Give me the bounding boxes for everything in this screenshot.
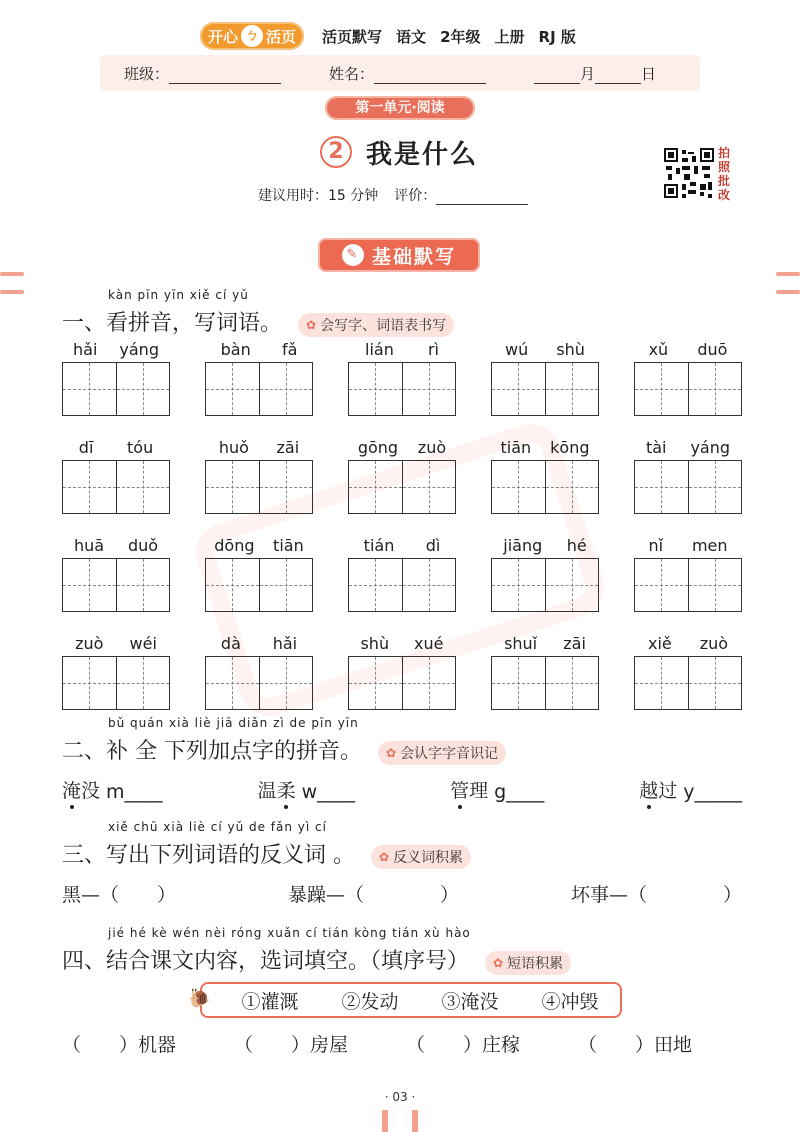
q4-option: ③淹没 (441, 990, 499, 1013)
writing-box[interactable] (63, 461, 116, 513)
writing-boxes (491, 460, 599, 514)
syllable: xiě (647, 634, 672, 653)
writing-box[interactable] (688, 461, 742, 513)
q2-item[interactable] (62, 776, 163, 803)
writing-box[interactable] (349, 559, 402, 611)
word-cell (491, 438, 599, 514)
writing-boxes (491, 362, 599, 416)
writing-boxes (62, 656, 170, 710)
word-pinyin (634, 536, 742, 558)
writing-boxes (634, 362, 742, 416)
section-badge (318, 238, 480, 272)
day-field[interactable] (595, 66, 641, 84)
word-pinyin (634, 438, 742, 460)
q4-title: 四、结合课文内容，选词填空。（填序号） (62, 949, 470, 974)
word-cell (634, 536, 742, 612)
sparkle-icon: ✿ (493, 956, 504, 970)
name-field[interactable] (374, 66, 486, 84)
word-cell (348, 340, 456, 416)
writing-box[interactable] (259, 363, 313, 415)
word-pinyin (205, 340, 313, 362)
word-pinyin (62, 634, 170, 656)
answer-blank[interactable]: y_____ (683, 781, 742, 803)
writing-box[interactable] (635, 657, 688, 709)
word-pinyin (348, 536, 456, 558)
word-pinyin (491, 634, 599, 656)
q3-item[interactable]: 黑—（ ） (62, 884, 177, 906)
sparkle-icon: ✿ (306, 318, 317, 332)
writing-boxes (62, 558, 170, 612)
sparkle-icon: ✿ (379, 850, 390, 864)
syllable: hé (566, 536, 587, 555)
syllable: shuǐ (504, 634, 538, 653)
header (200, 20, 610, 52)
word-pinyin (62, 340, 170, 362)
writing-box[interactable] (63, 559, 116, 611)
logo-left-text: 开心 (208, 27, 239, 46)
word-cell (634, 438, 742, 514)
word-cell (634, 634, 742, 710)
subject: 语文 (396, 27, 427, 46)
grid-row (62, 536, 742, 612)
writing-box[interactable] (492, 363, 545, 415)
writing-box[interactable] (63, 363, 116, 415)
writing-box[interactable] (492, 657, 545, 709)
page-number: · 03 · (384, 1090, 416, 1104)
syllable: duǒ (127, 536, 159, 555)
syllable: hǎi (272, 634, 298, 653)
writing-box[interactable] (402, 461, 456, 513)
syllable: yáng (119, 340, 159, 359)
writing-box[interactable] (259, 461, 313, 513)
syllable: lián (365, 340, 394, 359)
writing-box[interactable] (116, 363, 170, 415)
q1-tag-label: 会写字、词语表书写 (320, 318, 447, 334)
lesson-title-text: 我是什么 (366, 139, 479, 170)
q4-options-box (188, 982, 622, 1018)
word-cell (62, 340, 170, 416)
volume: 上册 (494, 27, 525, 46)
writing-box[interactable] (545, 363, 599, 415)
writing-box[interactable] (402, 657, 456, 709)
word-cell (491, 634, 599, 710)
syllable: dà (220, 634, 241, 653)
writing-box[interactable] (402, 559, 456, 611)
syllable: tiān (500, 438, 532, 457)
q2-item[interactable] (450, 776, 544, 803)
word-pinyin (62, 438, 170, 460)
writing-box[interactable] (545, 559, 599, 611)
writing-boxes (205, 656, 313, 710)
syllable: kōng (550, 438, 590, 457)
name-label: 姓名： (329, 64, 375, 83)
q3-item[interactable]: 坏事—（ ） (570, 884, 742, 906)
writing-boxes (205, 460, 313, 514)
q3-tag (371, 845, 471, 869)
syllable: xǔ (648, 340, 669, 359)
word-cell (634, 340, 742, 416)
word-pinyin (634, 634, 742, 656)
writing-box[interactable] (688, 657, 742, 709)
word-char: 温 (257, 780, 277, 802)
writing-boxes (634, 558, 742, 612)
word-cell (491, 536, 599, 612)
syllable: nǐ (648, 536, 664, 555)
syllable: hǎi (73, 340, 98, 359)
syllable: fǎ (281, 340, 298, 359)
word-pinyin (205, 438, 313, 460)
edition: RJ 版 (538, 27, 576, 46)
month-field[interactable] (534, 66, 580, 84)
q2-pinyin: bǔ quán xià liè jiā diǎn zì de pīn yīn (108, 716, 359, 730)
writing-boxes (491, 656, 599, 710)
writing-box[interactable] (492, 461, 545, 513)
sparkle-icon: ✿ (386, 746, 397, 760)
writing-box[interactable] (349, 461, 402, 513)
word-cell (491, 340, 599, 416)
writing-boxes (491, 558, 599, 612)
suggest-time: 建议用时：15 分钟 (258, 188, 379, 204)
writing-boxes (348, 362, 456, 416)
q1-tag (298, 313, 454, 337)
answer-blank[interactable]: g____ (494, 781, 545, 803)
syllable: tián (363, 536, 395, 555)
writing-boxes (634, 460, 742, 514)
pen-icon: ✎ (342, 244, 364, 266)
syllable: wú (505, 340, 529, 359)
syllable: yáng (690, 438, 731, 457)
question-2-header (62, 716, 506, 765)
writing-boxes (205, 362, 313, 416)
q2-tag (378, 741, 506, 765)
word-char: 没 (81, 780, 101, 802)
answer-blank[interactable]: m____ (106, 781, 163, 803)
writing-box[interactable] (206, 363, 259, 415)
q3-pinyin: xiě chū xià liè cí yǔ de fǎn yì cí (108, 820, 327, 834)
word-cell (62, 634, 170, 710)
syllable: zuò (75, 634, 104, 653)
writing-boxes (62, 460, 170, 514)
writing-box[interactable] (492, 559, 545, 611)
dotted-char: 越 (639, 776, 658, 803)
syllable: zāi (563, 634, 586, 653)
answer-blank[interactable]: w____ (301, 781, 356, 803)
syllable: huā (73, 536, 105, 555)
q2-title: 二、补 全 下列加点字的拼音。 (62, 739, 362, 764)
class-field[interactable] (169, 66, 281, 84)
syllable: tiān (273, 536, 304, 555)
q4-item[interactable]: （ ）田地 (577, 1034, 692, 1056)
section-badge-label: 基础默写 (371, 245, 456, 268)
q4-items (62, 1030, 692, 1057)
writing-boxes (348, 558, 456, 612)
writing-boxes (348, 656, 456, 710)
q2-tag-label: 会认字字音识记 (400, 746, 499, 762)
syllable: shù (556, 340, 585, 359)
writing-box[interactable] (545, 657, 599, 709)
word-pinyin (491, 536, 599, 558)
syllable: rì (427, 340, 439, 359)
word-pinyin (348, 634, 456, 656)
writing-box[interactable] (349, 657, 402, 709)
syllable: zuò (699, 634, 729, 653)
unit-badge: 第一单元·阅读 (325, 96, 475, 120)
class-label: 班级： (124, 64, 170, 83)
writing-box[interactable] (635, 461, 688, 513)
bottom-decoration (382, 1110, 418, 1132)
q1-pinyin: kàn pīn yīn xiě cí yǔ (108, 288, 249, 302)
qr-code-icon[interactable] (664, 148, 714, 198)
q3-item[interactable]: 暴躁—（ ） (287, 884, 459, 906)
writing-grid (62, 340, 742, 732)
writing-box[interactable] (402, 363, 456, 415)
q3-title: 三、写出下列词语的反义词 。 (62, 843, 355, 868)
syllable: dōng (214, 536, 255, 555)
syllable: dì (425, 536, 441, 555)
grade: 2年级 (440, 27, 481, 46)
lesson-title (320, 134, 478, 170)
writing-box[interactable] (635, 363, 688, 415)
q2-items (62, 776, 742, 803)
syllable: tài (645, 438, 667, 457)
q4-item[interactable]: （ ）机器 (62, 1034, 177, 1056)
logo-mid-text: ㄅ (241, 25, 263, 47)
word-pinyin (491, 438, 599, 460)
writing-box[interactable] (116, 461, 170, 513)
writing-box[interactable] (635, 559, 688, 611)
suggest-line (258, 185, 528, 205)
lesson-number: 2 (320, 136, 352, 168)
q2-item[interactable] (258, 776, 356, 803)
left-decoration (0, 272, 24, 308)
syllable: gōng (357, 438, 399, 457)
question-1-header (62, 288, 454, 337)
syllable: xué (414, 634, 444, 653)
q4-item[interactable]: （ ）房屋 (233, 1034, 348, 1056)
snail-icon: 🐌 (188, 988, 211, 1009)
q3-tag-label: 反义词积累 (393, 850, 464, 866)
grid-row (62, 340, 742, 416)
writing-box[interactable] (63, 657, 116, 709)
q4-option: ②发动 (341, 990, 399, 1013)
grid-row (62, 634, 742, 710)
day-label: 日 (641, 64, 657, 83)
syllable: dī (78, 438, 94, 457)
q4-item[interactable]: （ ）庄稼 (405, 1034, 520, 1056)
q4-option: ④冲毁 (541, 990, 599, 1013)
writing-box[interactable] (116, 559, 170, 611)
brand-logo (200, 22, 304, 50)
q4-tag (485, 951, 571, 975)
writing-boxes (205, 558, 313, 612)
grid-row (62, 438, 742, 514)
word-cell (205, 438, 313, 514)
writing-box[interactable] (116, 657, 170, 709)
writing-boxes (348, 460, 456, 514)
writing-box[interactable] (259, 657, 313, 709)
syllable: duō (697, 340, 728, 359)
syllable: zāi (276, 438, 300, 457)
writing-boxes (62, 362, 170, 416)
word-pinyin (491, 340, 599, 362)
q4-tag-label: 短语积累 (507, 956, 564, 972)
writing-box[interactable] (206, 559, 259, 611)
eval-field[interactable] (436, 187, 528, 205)
word-cell (62, 438, 170, 514)
word-pinyin (62, 536, 170, 558)
word-pinyin (205, 536, 313, 558)
writing-box[interactable] (688, 363, 742, 415)
word-cell (348, 634, 456, 710)
syllable: shù (360, 634, 390, 653)
syllable: zuò (417, 438, 447, 457)
writing-box[interactable] (259, 559, 313, 611)
syllable: tóu (127, 438, 154, 457)
word-cell (205, 634, 313, 710)
student-info-bar (100, 55, 700, 91)
q1-title: 一、看拼音，写词语。 (62, 311, 283, 336)
qr-label: 拍照批改 (718, 146, 731, 202)
word-cell (348, 438, 456, 514)
question-3-header (62, 820, 471, 869)
dotted-char: 淹 (62, 776, 81, 803)
syllable: huǒ (218, 438, 249, 457)
dotted-char: 管 (450, 776, 469, 803)
syllable: bàn (220, 340, 251, 359)
word-char: 过 (658, 780, 678, 802)
syllable: men (691, 536, 728, 555)
writing-box[interactable] (545, 461, 599, 513)
writing-box[interactable] (206, 461, 259, 513)
word-char: 理 (469, 780, 489, 802)
month-label: 月 (580, 64, 596, 83)
question-4-header (62, 926, 571, 975)
syllable: wéi (129, 634, 157, 653)
writing-box[interactable] (206, 657, 259, 709)
logo-right-text: 活页 (266, 27, 297, 46)
eval-label: 评价： (394, 188, 437, 204)
writing-box[interactable] (349, 363, 402, 415)
word-cell (205, 340, 313, 416)
word-cell (62, 536, 170, 612)
dotted-char: 柔 (277, 776, 296, 803)
q4-option: ①灌溉 (241, 990, 299, 1013)
q2-item[interactable] (639, 776, 742, 803)
word-cell (348, 536, 456, 612)
writing-boxes (634, 656, 742, 710)
series-name: 活页默写 (322, 27, 383, 46)
right-decoration (776, 272, 800, 308)
writing-box[interactable] (688, 559, 742, 611)
word-pinyin (348, 438, 456, 460)
q3-items (62, 880, 742, 907)
q4-pinyin: jié hé kè wén nèi róng xuǎn cí tián kòng tián xù hào (108, 926, 471, 940)
word-pinyin (634, 340, 742, 362)
word-cell (205, 536, 313, 612)
word-pinyin (348, 340, 456, 362)
syllable: jiāng (503, 536, 543, 555)
word-pinyin (205, 634, 313, 656)
